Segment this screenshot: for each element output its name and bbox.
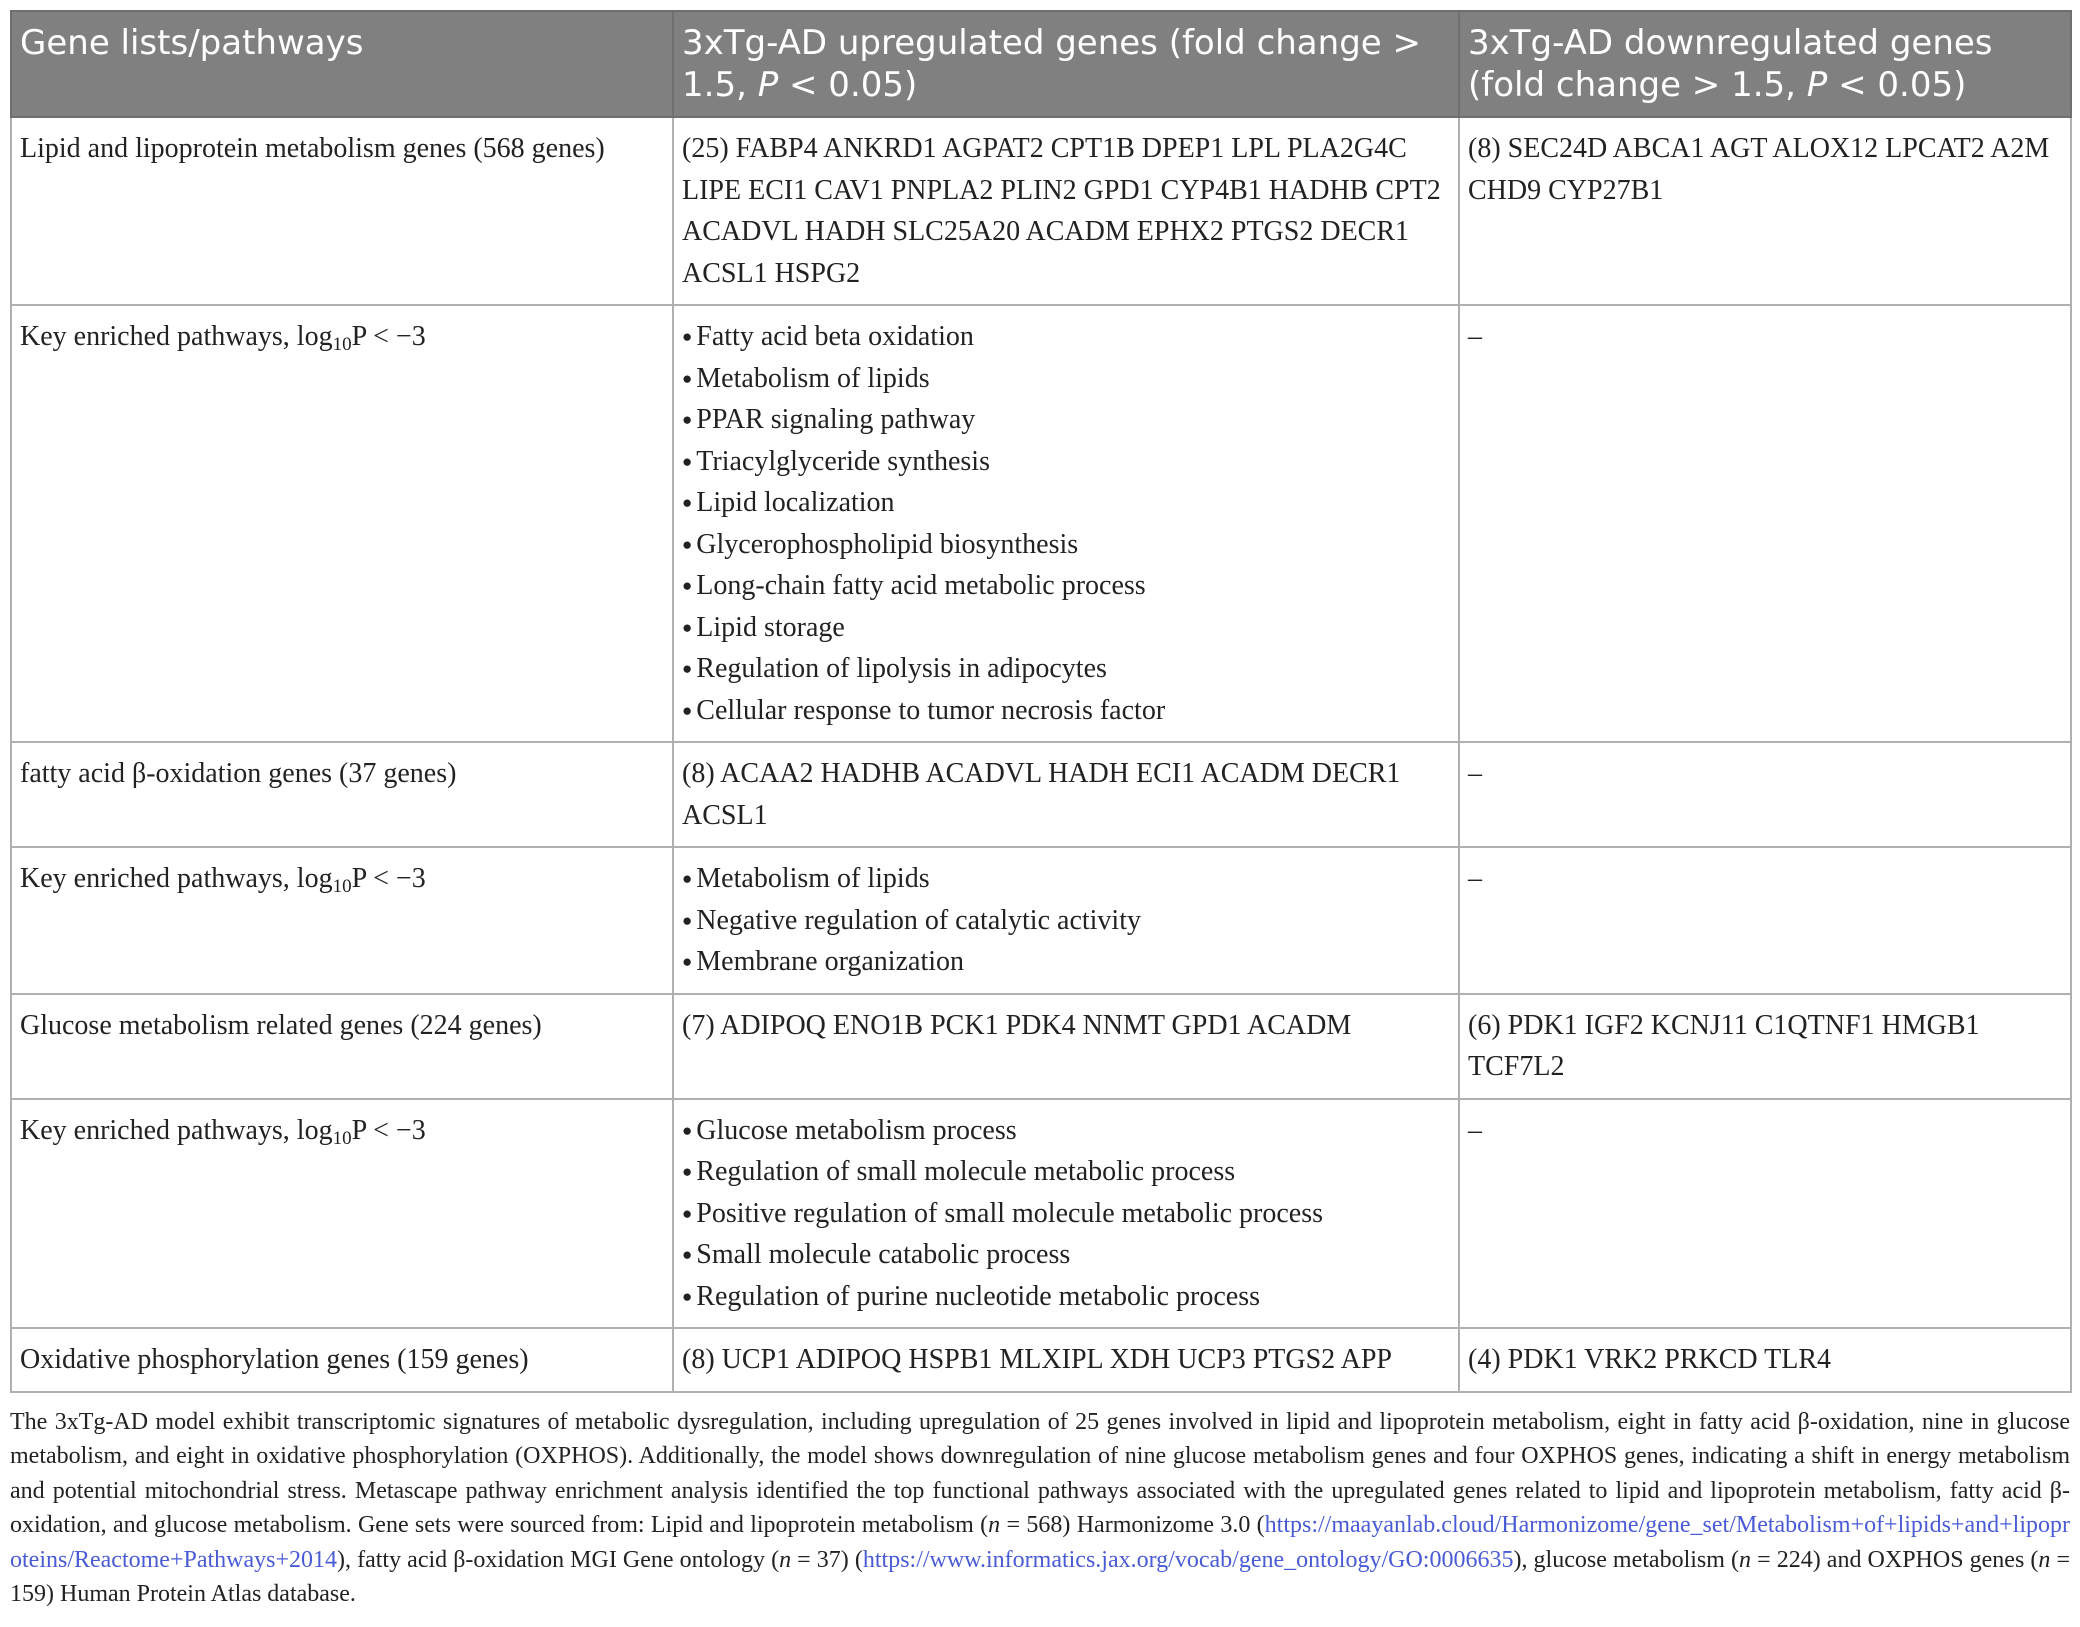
pathway-list-cell [673, 1099, 1459, 1329]
caption-text: = 224) and OXPHOS genes ( [1751, 1546, 2039, 1573]
row-label [11, 1099, 673, 1329]
pathway-list [682, 1110, 1450, 1318]
caption-text: = 159) Human Protein Atlas database. [10, 1546, 2070, 1607]
pathway-list-cell [673, 847, 1459, 994]
gene-table [10, 10, 2072, 1393]
header-down-text: 3xTg-AD downregulated genes (fold change > 1.5, [1468, 23, 1993, 105]
list-item: ● Positive regulation of small molecule metabolic process [682, 1193, 1450, 1235]
row-label [11, 847, 673, 994]
downregulated-genes: – [1459, 1099, 2071, 1329]
pathway-list [682, 316, 1450, 731]
upregulated-genes: (8) UCP1 ADIPOQ HSPB1 MLXIPL XDH UCP3 PTGS2 APP [673, 1328, 1459, 1392]
list-item: ● Regulation of lipolysis in adipocytes [682, 648, 1450, 690]
harmonizome-link[interactable]: https://maayanlab.cloud/Harmonizome/gene_set/Metabolism+of+lipids+and+lipoproteins/Reactome+Pathways+2014 [10, 1512, 2070, 1573]
key-label-text: Key enriched pathways, log [20, 863, 333, 894]
row-label: fatty acid β-oxidation genes (37 genes) [11, 742, 673, 847]
caption-text: ), fatty acid β-oxidation MGI Gene ontology ( [337, 1546, 780, 1573]
table-container [10, 10, 2070, 1612]
downregulated-genes: – [1459, 305, 2071, 742]
key-label-post: P < −3 [351, 321, 426, 352]
caption-n: n [2038, 1546, 2051, 1573]
list-item: ● Small molecule catabolic process [682, 1234, 1450, 1276]
downregulated-genes: (6) PDK1 IGF2 KCNJ11 C1QTNF1 HMGB1 TCF7L2 [1459, 994, 2071, 1099]
downregulated-genes: (4) PDK1 VRK2 PRKCD TLR4 [1459, 1328, 2071, 1392]
header-up-p: P [757, 65, 779, 105]
table-row [11, 305, 2071, 742]
list-item: ● Glycerophospholipid biosynthesis [682, 524, 1450, 566]
table-row [11, 117, 2071, 305]
caption-n: n [988, 1512, 1001, 1538]
list-item: ● Membrane organization [682, 941, 1450, 983]
list-item: ● PPAR signaling pathway [682, 399, 1450, 441]
key-label-text: Key enriched pathways, log [20, 1114, 333, 1146]
list-item: ● Long-chain fatty acid metabolic process [682, 565, 1450, 607]
row-label: Lipid and lipoprotein metabolism genes (568 genes) [11, 117, 673, 305]
header-downregulated [1459, 11, 2071, 117]
caption-n: n [1739, 1546, 1751, 1573]
list-item: ● Metabolism of lipids [682, 358, 1450, 400]
header-up-text: 3xTg-AD upregulated genes (fold change > 1.5, [682, 23, 1421, 105]
list-item: ● Negative regulation of catalytic activity [682, 900, 1450, 942]
header-gene-lists-text: Gene lists/pathways [20, 23, 364, 63]
list-item: ● Regulation of small molecule metabolic process [682, 1151, 1450, 1193]
key-label-post: P < −3 [351, 1114, 426, 1146]
list-item: ● Fatty acid beta oxidation [682, 316, 1450, 358]
table-row [11, 994, 2071, 1099]
upregulated-genes: (7) ADIPOQ ENO1B PCK1 PDK4 NNMT GPD1 ACADM [673, 994, 1459, 1099]
list-item: ● Triacylglyceride synthesis [682, 441, 1450, 483]
header-down-p: P [1806, 65, 1828, 105]
header-down-post: < 0.05) [1827, 65, 1967, 105]
key-label-post: P < −3 [351, 863, 426, 894]
key-label-subscript: 10 [332, 334, 352, 355]
pathway-list [682, 858, 1450, 983]
list-item: ● Glucose metabolism process [682, 1110, 1450, 1152]
header-row [11, 11, 2071, 117]
table-caption [10, 1405, 2070, 1612]
downregulated-genes: – [1459, 742, 2071, 847]
downregulated-genes: (8) SEC24D ABCA1 AGT ALOX12 LPCAT2 A2M CHD9 CYP27B1 [1459, 117, 2071, 305]
upregulated-genes: (8) ACAA2 HADHB ACADVL HADH ECI1 ACADM DECR1 ACSL1 [673, 742, 1459, 847]
list-item: ● Lipid localization [682, 482, 1450, 524]
pathway-list-cell [673, 305, 1459, 742]
caption-n: n [779, 1546, 792, 1573]
key-label-subscript: 10 [332, 1127, 352, 1149]
mgi-link[interactable]: https://www.informatics.jax.org/vocab/gene_ontology/GO:0006635 [862, 1546, 1514, 1573]
table-row [11, 1328, 2071, 1392]
key-label-text: Key enriched pathways, log [20, 321, 333, 352]
caption-text: ), glucose metabolism ( [1513, 1546, 1739, 1573]
table-row [11, 847, 2071, 994]
header-up-post: < 0.05) [778, 65, 918, 105]
list-item: ● Regulation of purine nucleotide metabolic process [682, 1276, 1450, 1318]
caption-text: The 3xTg-AD model exhibit transcriptomic signatures of metabolic dysregulation, including upregulation of 25 genes involved in lipid and lipoprotein metabolism, eight in fatty acid β-oxidation, nine in glucose metabolism, and eight in oxidative phosphorylation (OXPHOS). Additionally, the model shows downregulation of nine glucose metabolism genes and four OXPHOS genes, indicating a shift in energy metabolism and potential mitochondrial stress. Metascape pathway enrichment analysis identified the top functional pathways associated with the upregulated genes related to lipid and lipoprotein metabolism, fatty acid β-oxidation, and glucose metabolism. Gene sets were sourced from: Lipid and lipoprotein metabolism ( [10, 1408, 2070, 1538]
table-row [11, 1099, 2071, 1329]
row-label [11, 305, 673, 742]
table-row [11, 742, 2071, 847]
list-item: ● Lipid storage [682, 607, 1450, 649]
upregulated-genes: (25) FABP4 ANKRD1 AGPAT2 CPT1B DPEP1 LPL PLA2G4C LIPE ECI1 CAV1 PNPLA2 PLIN2 GPD1 CYP4B1 HADHB CPT2 ACADVL HADH SLC25A20 ACADM EPHX2 PTGS2 DECR1 ACSL1 HSPG2 [673, 117, 1459, 305]
row-label: Glucose metabolism related genes (224 genes) [11, 994, 673, 1099]
header-upregulated [673, 11, 1459, 117]
key-label-subscript: 10 [332, 876, 352, 897]
list-item: ● Cellular response to tumor necrosis factor [682, 690, 1450, 732]
row-label: Oxidative phosphorylation genes (159 genes) [11, 1328, 673, 1392]
list-item: ● Metabolism of lipids [682, 858, 1450, 900]
downregulated-genes: – [1459, 847, 2071, 994]
caption-text: = 37) ( [791, 1546, 863, 1573]
header-gene-lists [11, 11, 673, 117]
caption-text: = 568) Harmonizome 3.0 ( [1000, 1512, 1265, 1538]
